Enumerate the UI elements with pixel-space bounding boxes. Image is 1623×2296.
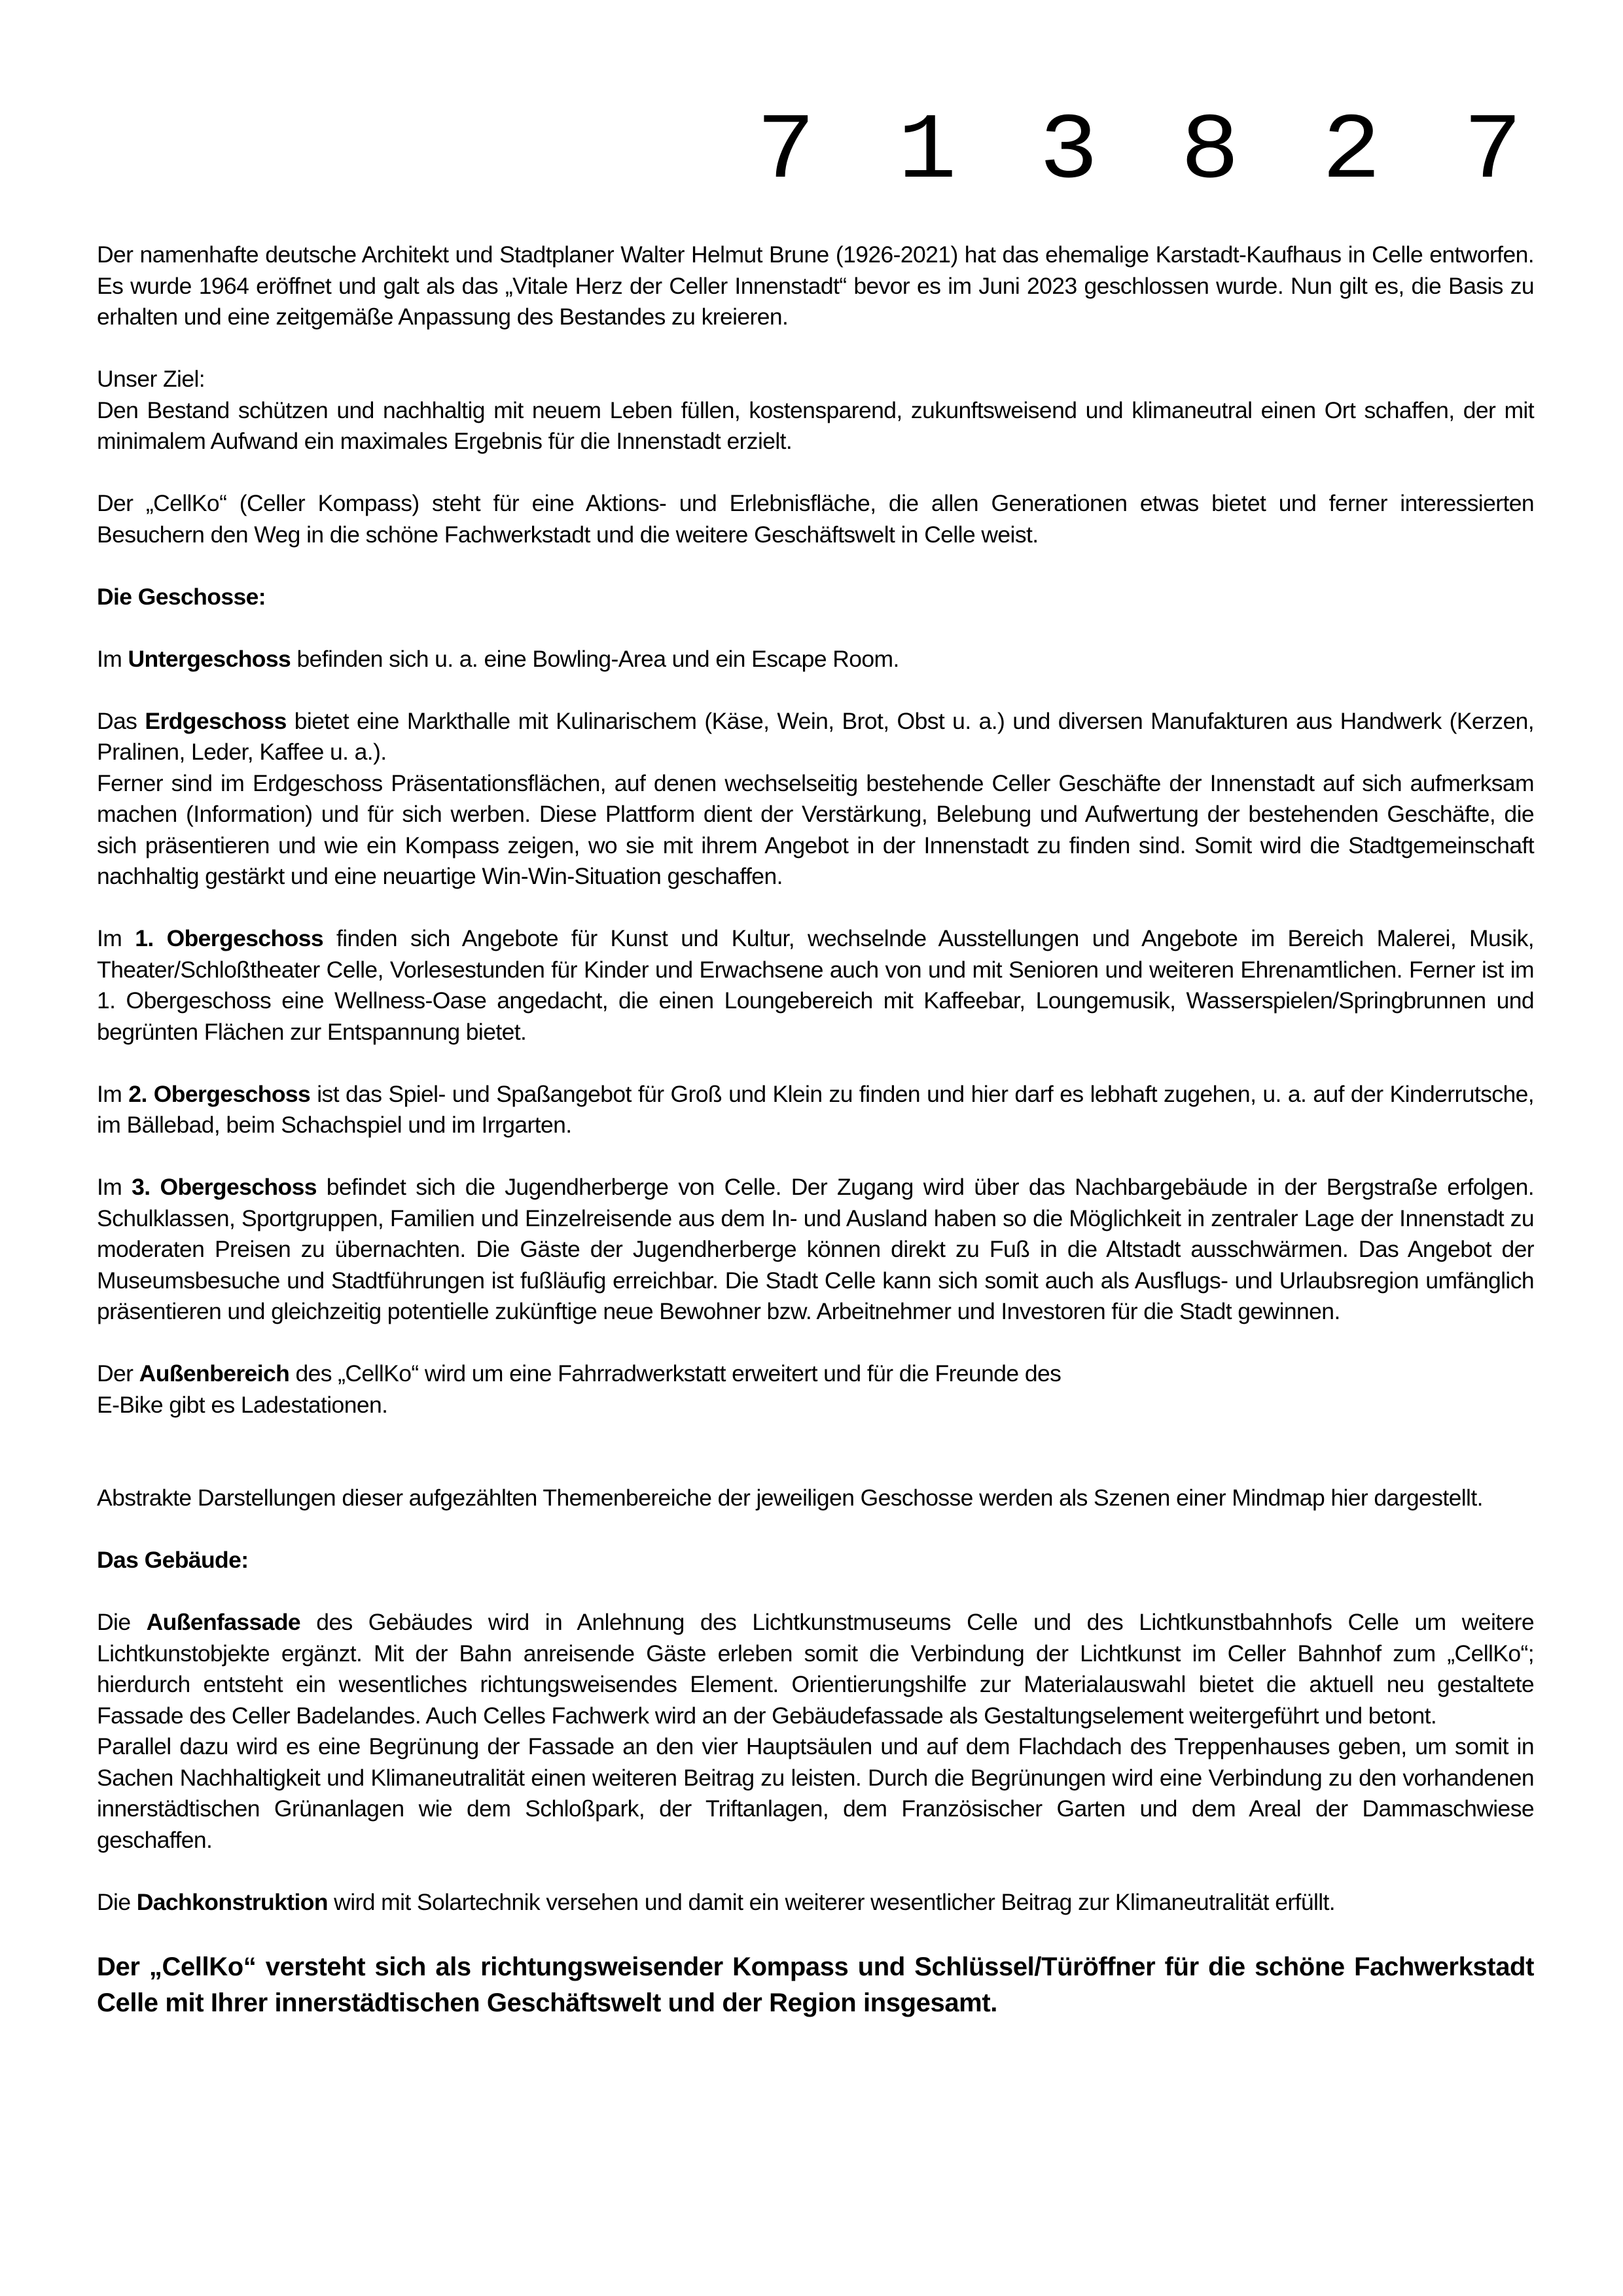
basement-paragraph (97, 644, 1534, 675)
mindmap-note: Abstrakte Darstellungen dieser aufgezählten Themenbereiche der jeweiligen Geschosse werden als Szenen einer Mindmap hier dargestellt. (97, 1485, 1483, 1511)
cellko-intro-paragraph: Der „CellKo“ (Celler Kompass) steht für eine Aktions- und Erlebnisfläche, die allen Generationen etwas bietet und ferner interessierten Besuchern den Weg in die schöne Fachwerkstadt und die weitere Geschäftswelt in Celle weist. (97, 490, 1534, 548)
facade-prefix: Die (97, 1609, 147, 1635)
third-floor-label: 3. Obergeschoss (132, 1174, 317, 1200)
roof-label: Dachkonstruktion (136, 1888, 328, 1915)
second-floor-text: ist das Spiel- und Spaßangebot für Groß und Klein zu finden und hier darf es lebhaft zugehen, u. a. auf der Kinderrutsche, im Bällebad, beim Schachspiel und im Irrgarten. (97, 1080, 1534, 1138)
first-floor-paragraph (97, 923, 1534, 1048)
first-floor-label: 1. Obergeschoss (135, 925, 323, 951)
third-prefix: Im (97, 1174, 132, 1200)
ground-floor-label: Erdgeschoss (145, 707, 287, 734)
building-heading: Das Gebäude: (97, 1547, 249, 1573)
facade-paragraph (97, 1607, 1534, 1731)
ground-prefix: Das (97, 707, 145, 734)
facade-paragraph-2: Parallel dazu wird es eine Begrünung der Fassade an den vier Hauptsäulen und auf dem Flachdach des Treppenhauses geben, um somit in Sachen Nachhaltigkeit und Klimaneutralität einen weiteren Beitrag zu leisten. Durch die Begrünungen wird eine Verbindung zu den vorhandenen innerstädtischen Grünanlagen wie dem Schloßpark, der Triftanlagen, dem Französischer Garten und dem Areal der Dammaschwiese geschaffen. (97, 1733, 1534, 1853)
roof-text: wird mit Solartechnik versehen und damit ein weiterer wesentlicher Beitrag zur Klimaneutralität erfüllt. (327, 1888, 1336, 1915)
roof-paragraph (97, 1887, 1534, 1918)
outdoor-paragraph (97, 1358, 1534, 1390)
basement-text: befinden sich u. a. eine Bowling-Area und ein Escape Room. (291, 645, 899, 672)
outdoor-paragraph-2: E-Bike gibt es Ladestationen. (97, 1391, 388, 1418)
second-floor-label: 2. Obergeschoss (128, 1080, 311, 1107)
second-prefix: Im (97, 1080, 129, 1107)
goal-heading: Unser Ziel: (97, 366, 205, 392)
first-prefix: Im (97, 925, 135, 951)
basement-prefix: Im (97, 645, 128, 672)
second-floor-paragraph (97, 1079, 1534, 1141)
outdoor-prefix: Der (97, 1360, 139, 1386)
facade-text: des Gebäudes wird in Anlehnung des Lichtkunstmuseums Celle und des Lichtkunstbahnhofs Celle um weitere Lichtkunstobjekte ergänzt. Mit der Bahn anreisende Gäste erleben somit die Verbindung der Lichtkunst im Celler Bahnhof zum „CellKo“; hierdurch entsteht ein wesentliches richtungsweisendes Element. Orientierungshilfe zur Materialauswahl bietet die aktuell neu gestaltete Fassade des Celler Badelandes. Auch Celles Fachwerk wird an der Gebäudefassade als Gestaltungselement weitergeführt und betont. (97, 1609, 1535, 1729)
intro-paragraph: Der namenhafte deutsche Architekt und Stadtplaner Walter Helmut Brune (1926-2021) hat das ehemalige Karstadt-Kaufhaus in Celle entworfen. Es wurde 1964 eröffnet und galt als das „Vitale Herz der Celler Innenstadt“ bevor es im Juni 2023 geschlossen wurde. Nun gilt es, die Basis zu erhalten und eine zeitgemäße Anpassung des Bestandes zu kreieren. (97, 241, 1534, 330)
ground-floor-paragraph-2: Ferner sind im Erdgeschoss Präsentationsflächen, auf denen wechselseitig bestehende Celler Geschäfte der Innenstadt auf sich aufmerksam machen (Information) und für sich werben. Diese Plattform dient der Verstärkung, Belebung und Aufwertung der bestehenden Geschäfte, die sich präsentieren und wie ein Kompass zeigen, wo sie mit ihrem Angebot in der Innenstadt zu finden sind. Somit wird die Stadtgemeinschaft nachhaltig gestärkt und eine neuartige Win-Win-Situation geschaffen. (97, 769, 1534, 889)
outdoor-label: Außenbereich (139, 1360, 290, 1386)
outdoor-text: des „CellKo“ wird um eine Fahrradwerkstatt erweitert und für die Freunde des (289, 1360, 1061, 1386)
ground-floor-text: bietet eine Markthalle mit Kulinarischem (Käse, Wein, Brot, Obst u. a.) und diversen Manufakturen aus Handwerk (Kerzen, Pralinen, Leder, Kaffee u. a.). (97, 707, 1534, 765)
roof-prefix: Die (97, 1888, 137, 1915)
facade-label: Außenfassade (146, 1609, 301, 1635)
third-floor-text: befindet sich die Jugendherberge von Celle. Der Zugang wird über das Nachbargebäude in der Bergstraße erfolgen. Schulklassen, Sportgruppen, Familien und Einzelreisende aus dem In- und Ausland haben so die Möglichkeit in zentraler Lage der Innenstadt zu moderaten Preisen zu übernachten. Die Gäste der Jugendherberge können direkt zu Fuß in die Altstadt ausschwärmen. Das Angebot der Museumsbesuche und Stadtführungen ist fußläufig erreichbar. Die Stadt Celle kann sich somit auch als Ausflugs- und Urlaubsregion umfänglich präsentieren und gleichzeitig potentielle zukünftige neue Bewohner bzw. Arbeitnehmer und Investoren für die Stadt gewinnen. (97, 1174, 1534, 1324)
document-body (97, 239, 1534, 2021)
closing-statement: Der „CellKo“ versteht sich als richtungsweisender Kompass und Schlüssel/Türöffner für die schöne Fachwerkstadt Celle mit Ihrer innerstädtischen Geschäftswelt und der Region insgesamt. (97, 1952, 1534, 2017)
third-floor-paragraph (97, 1172, 1534, 1328)
document-number: 7 1 3 8 2 7 (756, 99, 1534, 205)
first-floor-text: finden sich Angebote für Kunst und Kultur, wechselnde Ausstellungen und Angebote im Bereich Malerei, Musik, Theater/Schloßtheater Celle, Vorlesestunden für Kinder und Erwachsene auch von und mit Senioren und weiteren Ehrenamtlichen. Ferner ist im 1. Obergeschoss eine Wellness-Oase angedacht, die einen Loungebereich mit Kaffeebar, Loungemusik, Wasserspielen/Springbrunnen und begrünten Flächen zur Entspannung bietet. (97, 925, 1534, 1045)
basement-label: Untergeschoss (128, 645, 291, 672)
ground-floor-paragraph (97, 706, 1534, 768)
goal-paragraph: Den Bestand schützen und nachhaltig mit neuem Leben füllen, kostensparend, zukunftsweisend und klimaneutral einen Ort schaffen, der mit minimalem Aufwand ein maximales Ergebnis für die Innenstadt erzielt. (97, 397, 1534, 454)
floors-heading: Die Geschosse: (97, 583, 266, 610)
